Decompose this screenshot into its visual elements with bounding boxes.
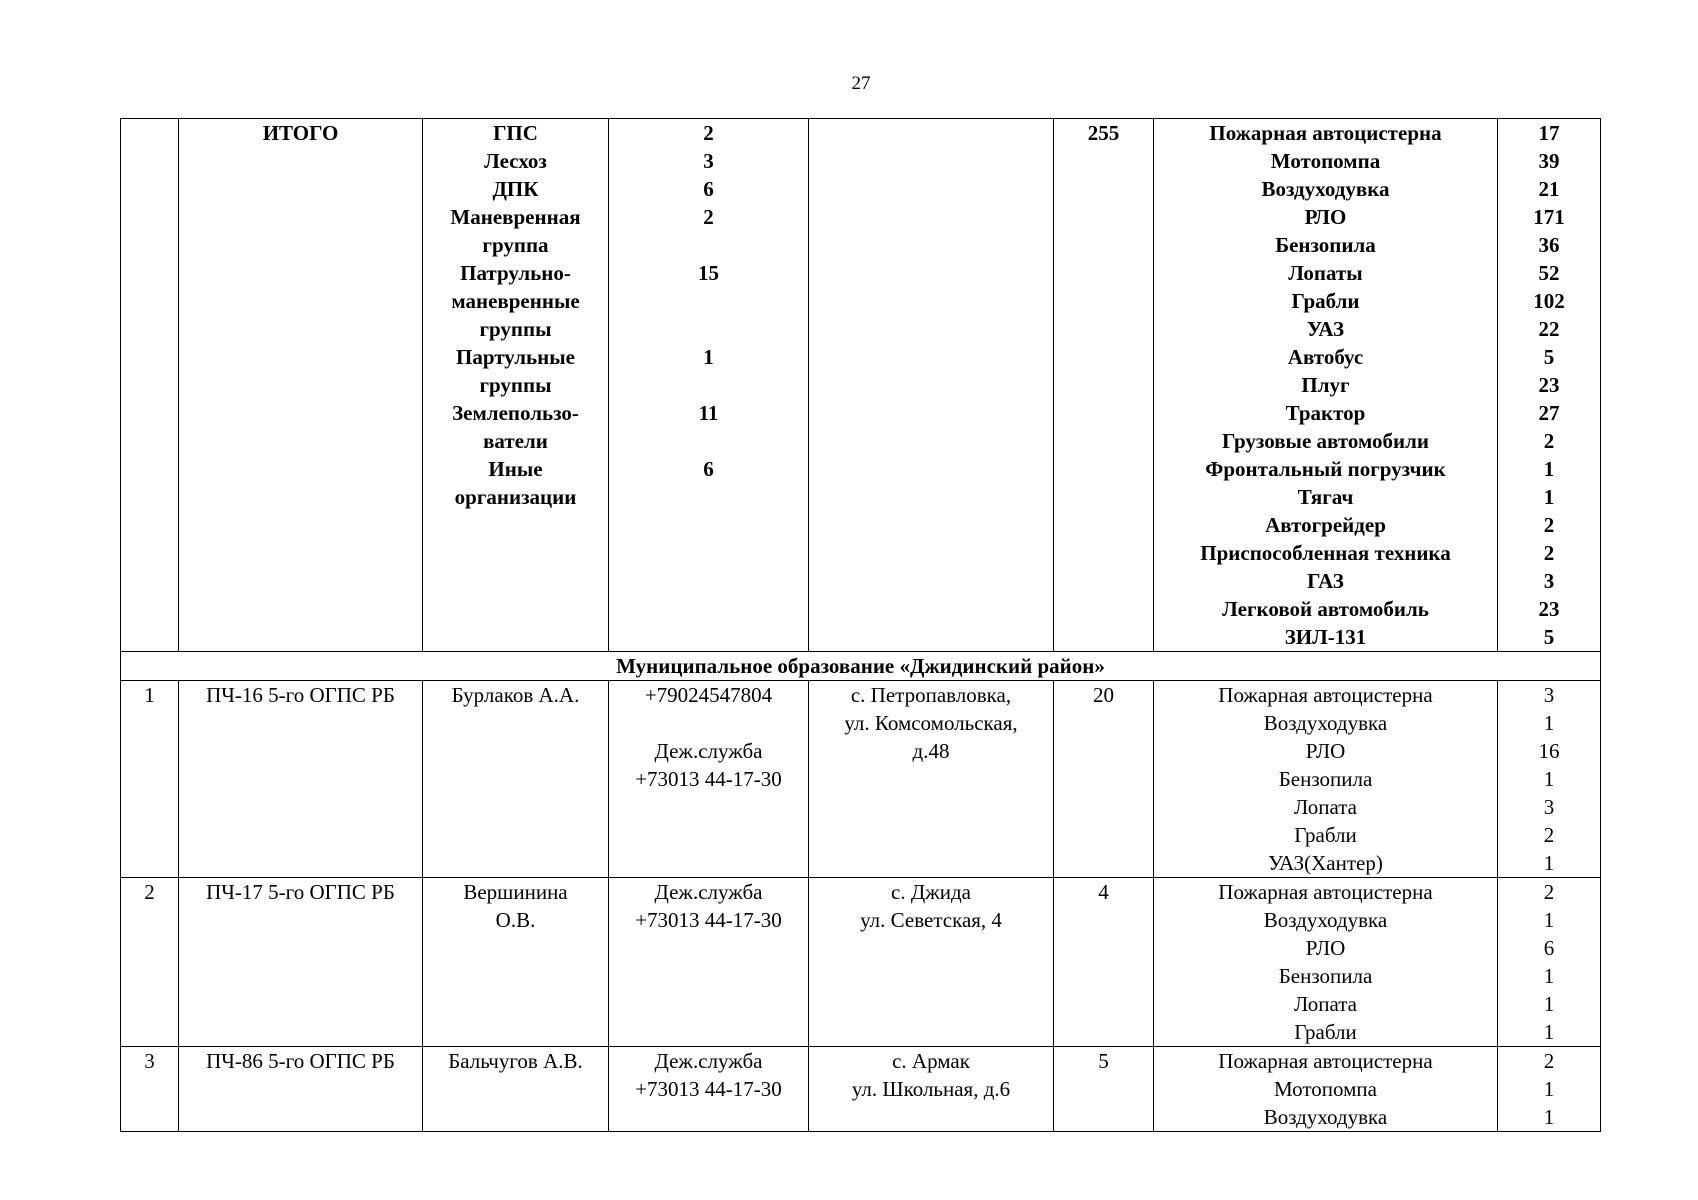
equipment-qty: 2 bbox=[1543, 541, 1555, 565]
equipment-qty: 3 bbox=[1543, 795, 1555, 819]
address bbox=[809, 681, 1054, 878]
head-name-line: Вершинина bbox=[463, 880, 568, 904]
org-count: 2 bbox=[703, 205, 714, 229]
row-number-text: 3 bbox=[144, 1049, 155, 1073]
table-row bbox=[121, 878, 1601, 1047]
total-address-cell bbox=[809, 119, 1054, 652]
phone-line: Деж.служба bbox=[654, 739, 763, 763]
equipment-name: Бензопила bbox=[1278, 964, 1373, 988]
total-label: ИТОГО bbox=[179, 119, 423, 652]
equipment-name: Трактор bbox=[1285, 401, 1366, 425]
equipment-name: УАЗ(Хантер) bbox=[1268, 851, 1383, 875]
equipment-name: Грузовые автомобили bbox=[1221, 429, 1429, 453]
equipment-name: Воздуходувка bbox=[1263, 908, 1388, 932]
equipment-qty: 22 bbox=[1538, 317, 1560, 341]
address-line: с. Петропавловка, bbox=[850, 683, 1012, 707]
address bbox=[809, 878, 1054, 1047]
org-count: 6 bbox=[703, 177, 714, 201]
total-row bbox=[121, 119, 1601, 652]
personnel-count: 5 bbox=[1098, 1049, 1109, 1073]
equipment-name: Легковой автомобиль bbox=[1222, 597, 1429, 621]
equipment-qty: 17 bbox=[1538, 121, 1560, 145]
equipment-qty: 23 bbox=[1538, 373, 1560, 397]
equipment-name: Бензопила bbox=[1275, 233, 1376, 257]
address-line: ул. Комсомольская, bbox=[844, 711, 1018, 735]
org-count: 3 bbox=[703, 149, 714, 173]
phone-line: +79024547804 bbox=[644, 683, 773, 707]
total-personnel: 255 bbox=[1054, 119, 1154, 652]
equipment-qty: 3 bbox=[1543, 683, 1555, 707]
org-name: Лесхоз bbox=[484, 149, 547, 173]
equipment-qty: 5 bbox=[1543, 625, 1555, 649]
equipment-name: Грабли bbox=[1291, 289, 1360, 313]
org-count: 2 bbox=[703, 121, 714, 145]
equipment-qty: 52 bbox=[1538, 261, 1560, 285]
equipment-qty: 1 bbox=[1543, 767, 1555, 791]
equipment-name: Грабли bbox=[1294, 1020, 1357, 1044]
equipment-name: Плуг bbox=[1301, 373, 1350, 397]
equipment-qty: 39 bbox=[1538, 149, 1560, 173]
equipment-names bbox=[1154, 681, 1498, 878]
equipment-qty: 2 bbox=[1543, 1049, 1555, 1073]
phone-line: +73013 44-17-30 bbox=[635, 908, 782, 932]
equipment-qty: 27 bbox=[1538, 401, 1560, 425]
unit-name-text: ПЧ-17 5-го ОГПС РБ bbox=[206, 880, 395, 904]
equipment-name: Мотопомпа bbox=[1270, 149, 1381, 173]
equipment-qty: 1 bbox=[1543, 964, 1555, 988]
phone-line: Деж.служба bbox=[654, 880, 763, 904]
equipment-name: Мотопомпа bbox=[1274, 1077, 1377, 1101]
equipment-qty: 102 bbox=[1533, 289, 1565, 313]
equipment-name: Лопата bbox=[1294, 992, 1357, 1016]
equipment-qty: 2 bbox=[1543, 880, 1555, 904]
total-equipment-qty bbox=[1498, 119, 1601, 652]
equipment-name: Пожарная автоцистерна bbox=[1218, 1049, 1433, 1073]
head-name-line: Бальчугов А.В. bbox=[448, 1049, 583, 1073]
equipment-name: Лопата bbox=[1294, 795, 1357, 819]
phone-line: Деж.служба bbox=[654, 1049, 763, 1073]
equipment-qty: 171 bbox=[1533, 205, 1565, 229]
address bbox=[809, 1047, 1054, 1132]
row-number bbox=[121, 681, 179, 878]
total-org-counts bbox=[609, 119, 809, 652]
equipment-qty: 3 bbox=[1543, 569, 1555, 593]
equipment-qty: 1 bbox=[1543, 1077, 1555, 1101]
equipment-qty: 6 bbox=[1543, 936, 1555, 960]
org-name: ГПС bbox=[493, 121, 538, 145]
equipment-name: Воздуходувка bbox=[1261, 177, 1390, 201]
equipment-name: Воздуходувка bbox=[1263, 1105, 1388, 1129]
equipment-name: ЗИЛ-131 bbox=[1284, 625, 1367, 649]
address-line: с. Армак bbox=[892, 1049, 970, 1073]
head-name-line: О.В. bbox=[495, 908, 536, 932]
equipment-qty: 2 bbox=[1543, 513, 1555, 537]
address-line: с. Джида bbox=[891, 880, 971, 904]
equipment-qty: 1 bbox=[1543, 1105, 1555, 1129]
personnel-count: 20 bbox=[1093, 683, 1114, 707]
address-line: ул. Школьная, д.6 bbox=[851, 1077, 1011, 1101]
section-title-row bbox=[121, 652, 1601, 681]
equipment-qty: 23 bbox=[1538, 597, 1560, 621]
equipment-name: Автобус bbox=[1287, 345, 1364, 369]
total-num-cell bbox=[121, 119, 179, 652]
equipment-qty: 2 bbox=[1543, 429, 1555, 453]
equipment-qty: 1 bbox=[1543, 1020, 1555, 1044]
equipment-qty bbox=[1498, 878, 1601, 1047]
equipment-qty bbox=[1498, 681, 1601, 878]
equipment-qty: 1 bbox=[1543, 992, 1555, 1016]
row-number bbox=[121, 1047, 179, 1132]
org-name: Иные организации bbox=[454, 457, 577, 509]
equipment-name: ГАЗ bbox=[1307, 569, 1344, 593]
org-name: Землепользо-ватели bbox=[452, 401, 579, 453]
personnel bbox=[1054, 878, 1154, 1047]
equipment-name: Тягач bbox=[1297, 485, 1354, 509]
equipment-name: Бензопила bbox=[1278, 767, 1373, 791]
section-title: Муниципальное образование «Джидинский район» bbox=[121, 652, 1601, 681]
equipment-name: Грабли bbox=[1294, 823, 1357, 847]
personnel-count: 4 bbox=[1098, 880, 1109, 904]
address-line: ул. Севетская, 4 bbox=[860, 908, 1002, 932]
equipment-names bbox=[1154, 878, 1498, 1047]
equipment-qty: 2 bbox=[1543, 823, 1555, 847]
equipment-name: Воздуходувка bbox=[1263, 711, 1388, 735]
equipment-name: Пожарная автоцистерна bbox=[1218, 683, 1433, 707]
equipment-name: Фронтальный погрузчик bbox=[1205, 457, 1446, 481]
total-equipment-names bbox=[1154, 119, 1498, 652]
equipment-qty: 5 bbox=[1543, 345, 1555, 369]
equipment-qty: 1 bbox=[1543, 457, 1555, 481]
phone-line: +73013 44-17-30 bbox=[635, 1077, 782, 1101]
org-count: 11 bbox=[698, 401, 719, 425]
head-name-line: Бурлаков А.А. bbox=[451, 683, 580, 707]
equipment-qty: 16 bbox=[1538, 739, 1560, 763]
org-count: 6 bbox=[703, 457, 714, 481]
personnel bbox=[1054, 1047, 1154, 1132]
equipment-qty: 1 bbox=[1543, 711, 1555, 735]
fire-resources-table bbox=[120, 118, 1601, 1132]
phone bbox=[609, 878, 809, 1047]
page-number: 27 bbox=[851, 73, 871, 94]
unit-name bbox=[179, 681, 423, 878]
org-name: ДПК bbox=[492, 177, 539, 201]
equipment-name: РЛО bbox=[1305, 936, 1346, 960]
equipment-name: Лопаты bbox=[1288, 261, 1363, 285]
org-name: Маневренная группа bbox=[450, 205, 581, 257]
phone-line: +73013 44-17-30 bbox=[635, 767, 782, 791]
equipment-names bbox=[1154, 1047, 1498, 1132]
org-name: Партульные группы bbox=[456, 345, 575, 397]
equipment-qty: 1 bbox=[1543, 851, 1555, 875]
equipment-qty: 1 bbox=[1543, 908, 1555, 932]
org-count: 15 bbox=[698, 261, 719, 285]
equipment-name: Приспособленная техника bbox=[1200, 541, 1451, 565]
total-org-names bbox=[423, 119, 609, 652]
head-name bbox=[423, 681, 609, 878]
equipment-qty bbox=[1498, 1047, 1601, 1132]
unit-name bbox=[179, 1047, 423, 1132]
phone bbox=[609, 1047, 809, 1132]
equipment-qty: 1 bbox=[1543, 485, 1555, 509]
equipment-name: УАЗ bbox=[1306, 317, 1345, 341]
head-name bbox=[423, 878, 609, 1047]
equipment-name: Пожарная автоцистерна bbox=[1218, 880, 1433, 904]
table-row bbox=[121, 681, 1601, 878]
row-number-text: 1 bbox=[144, 683, 155, 707]
unit-name-text: ПЧ-86 5-го ОГПС РБ bbox=[206, 1049, 395, 1073]
equipment-name: Пожарная автоцистерна bbox=[1209, 121, 1442, 145]
equipment-name: Автогрейдер bbox=[1265, 513, 1386, 537]
equipment-name: РЛО bbox=[1304, 205, 1347, 229]
row-number bbox=[121, 878, 179, 1047]
table-row bbox=[121, 1047, 1601, 1132]
equipment-name: РЛО bbox=[1305, 739, 1346, 763]
org-name: Патрульно-маневренные группы bbox=[451, 261, 580, 341]
equipment-qty: 21 bbox=[1538, 177, 1560, 201]
row-number-text: 2 bbox=[144, 880, 155, 904]
phone-line bbox=[612, 709, 805, 737]
personnel bbox=[1054, 681, 1154, 878]
org-count: 1 bbox=[703, 345, 714, 369]
unit-name-text: ПЧ-16 5-го ОГПС РБ bbox=[206, 683, 395, 707]
phone bbox=[609, 681, 809, 878]
unit-name bbox=[179, 878, 423, 1047]
address-line: д.48 bbox=[912, 739, 950, 763]
head-name bbox=[423, 1047, 609, 1132]
equipment-qty: 36 bbox=[1538, 233, 1560, 257]
